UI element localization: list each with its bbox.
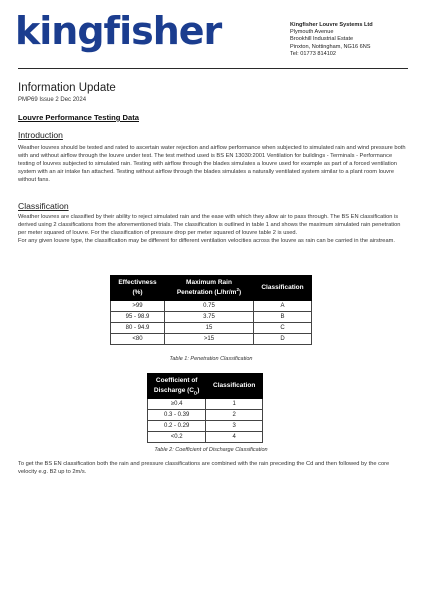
table1-header-max-rain xyxy=(164,276,253,301)
classification-text xyxy=(18,214,408,246)
main-heading: Louvre Performance Testing Data xyxy=(18,113,139,122)
table-cell: >99 xyxy=(111,301,165,312)
table-cell: 0.2 - 0.29 xyxy=(148,421,206,432)
table2-header-classification: Classification xyxy=(206,374,263,399)
table1-header-end: ) xyxy=(238,289,242,296)
table-cell: ≥0.4 xyxy=(148,399,206,410)
table-cell: 3 xyxy=(206,421,263,432)
table-cell: C xyxy=(254,323,312,334)
table-row xyxy=(148,432,263,443)
introduction-text xyxy=(18,145,408,185)
address-line: Pinxton, Nottingham, NG16 6NS xyxy=(290,43,371,50)
table-cell: 0.75 xyxy=(164,301,253,312)
table2-caption: Table 2: Coefficient of Discharge Classification xyxy=(154,447,268,453)
classification-heading: Classification xyxy=(18,201,69,211)
classification-paragraph-2: For any given louvre type, the classification may be different for different ventilation velocities across the louvre as rain can be carried in the airstream. xyxy=(18,237,395,244)
table-row xyxy=(148,399,263,410)
address-phone: Tel: 01773 814102 xyxy=(290,50,337,57)
closing-text xyxy=(18,461,408,477)
table-row xyxy=(111,334,312,345)
address-line: Brookhill Industrial Estate xyxy=(290,36,354,43)
table-cell: 4 xyxy=(206,432,263,443)
company-address xyxy=(290,22,420,58)
company-name: Kingfisher Louvre Systems Ltd xyxy=(290,22,373,28)
table-row xyxy=(111,312,312,323)
introduction-heading: Introduction xyxy=(18,130,63,140)
table-row xyxy=(111,301,312,312)
table-cell: 1 xyxy=(206,399,263,410)
table-cell: 80 - 94.9 xyxy=(111,323,165,334)
document-title: Information Update xyxy=(18,82,116,94)
table1-header-sup: 2 xyxy=(236,286,239,292)
table1-header-max-rain-text: Maximum Rain Penetration (L/hr/m xyxy=(176,279,237,296)
penetration-classification-table xyxy=(110,275,312,345)
kingfisher-logo xyxy=(15,9,222,53)
table-cell: <80 xyxy=(111,334,165,345)
table1-caption: Table 1: Penetration Classification xyxy=(169,356,253,362)
table-cell: D xyxy=(254,334,312,345)
introduction-paragraph: Weather louvres should be tested and rated to ascertain water rejection and airflow performance when subjected to simulated rain and wind pressure both with and without airflow through the louvre under test. The test method used is BS EN 13030:2001 Ventilation for buildings - Terminals - Performance testing of louvres subjected to simulated rain. Testing with airflow through the blades simulates a louvre used for example as part of a forced ventilation system with an air intake fan attached. Testing without airflow through the blades simulates a naturally ventilated system similar to a plant room louvre without fans. xyxy=(18,145,406,183)
table-row xyxy=(148,410,263,421)
table-cell: >15 xyxy=(164,334,253,345)
table-cell: 15 xyxy=(164,323,253,334)
header-divider xyxy=(18,68,408,69)
table-cell: <0.2 xyxy=(148,432,206,443)
table-cell: A xyxy=(254,301,312,312)
logo-text: kingfisher xyxy=(15,9,222,53)
table1-header-effectiveness: Effectivness (%) xyxy=(111,276,165,301)
table1-header-classification: Classification xyxy=(254,276,312,301)
table2-header-coefficient-text: Coefficient of Discharge (C xyxy=(153,377,198,394)
document-issue: PMP69 Issue 2 Dec 2024 xyxy=(18,97,87,103)
table-row xyxy=(111,323,312,334)
table-row xyxy=(148,421,263,432)
address-line: Plymouth Avenue xyxy=(290,29,334,36)
table2-header-sub: D xyxy=(194,390,198,396)
classification-paragraph-1: Weather louvres are classified by their ability to reject simulated rain and the ease with which they allow air to pass through. The BS EN classification is derived using 2 classifications from the aforementioned trials. The classification is outlined in table 1 and shows the maximum simulated rain penetration per meter squared of louvre. For the classification of pressure drop per meter squared of louvre table 2 is used. xyxy=(18,214,401,236)
table2-header-end: ) xyxy=(197,387,200,394)
table-cell: B xyxy=(254,312,312,323)
table-cell: 2 xyxy=(206,410,263,421)
discharge-classification-table xyxy=(147,373,263,443)
closing-paragraph: To get the BS EN classification both the rain and pressure classifications are combined with the rain preceding the Cd and then followed by the core velocity e.g. B2 up to 2m/s. xyxy=(18,461,390,475)
table2-header-coefficient xyxy=(148,374,206,399)
table-cell: 0.3 - 0.39 xyxy=(148,410,206,421)
table-cell: 95 - 98.9 xyxy=(111,312,165,323)
table-cell: 3.75 xyxy=(164,312,253,323)
